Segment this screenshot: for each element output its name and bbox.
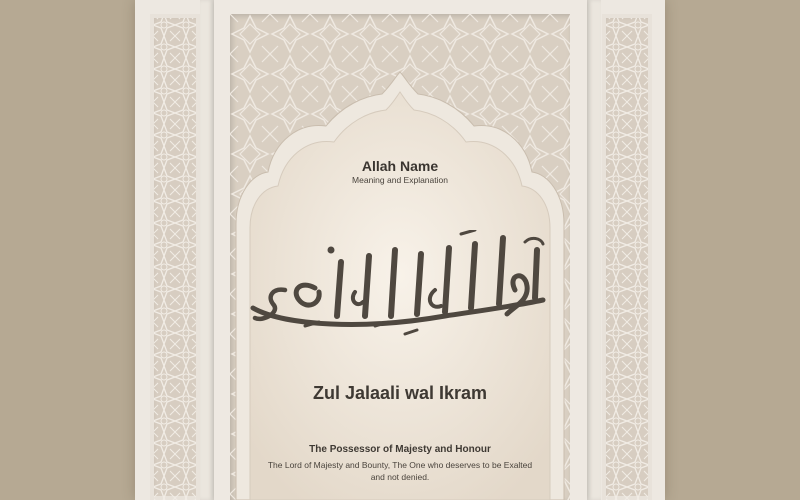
page-subtitle: Meaning and Explanation [352,175,448,185]
arabic-calligraphy-icon [245,230,555,340]
transliterated-name: Zul Jalaali wal Ikram [312,383,488,403]
calligraphy-artwork [245,230,555,340]
right-pillar [602,14,652,500]
left-pillar [150,14,200,500]
page-title: Allah Name [361,158,439,174]
right-pillar-edge [587,0,601,500]
meaning-title: The Possessor of Majesty and Honour [309,444,491,455]
meaning-description: The Lord of Majesty and Bounty, The One who deserves to be Exalted and not denied. [267,460,533,482]
left-pillar-edge [200,0,214,500]
left-pillar-pattern [150,14,200,500]
right-pillar-pattern [602,14,652,500]
